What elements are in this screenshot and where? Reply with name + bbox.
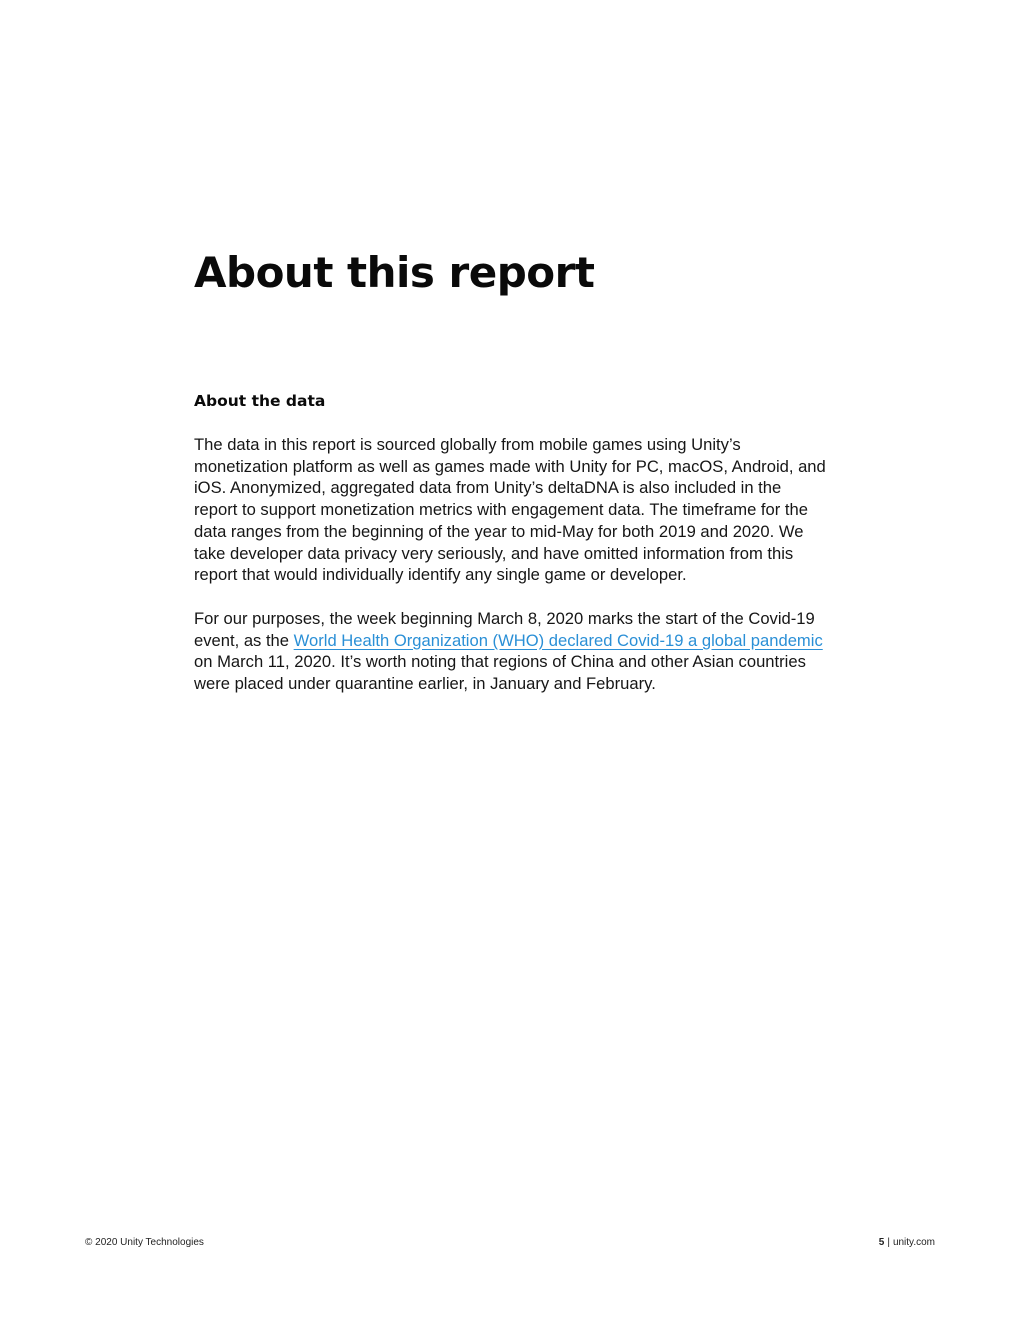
paragraph-text-after-link: on March 11, 2020. It’s worth noting that regions of China and other Asian countries were placed under quarantine earlier, in January and February. (194, 652, 806, 694)
footer-copyright: © 2020 Unity Technologies (85, 1237, 204, 1248)
footer-separator: | (887, 1237, 890, 1248)
footer-page-info (879, 1237, 935, 1248)
footer-site-link[interactable]: unity.com (892, 1237, 935, 1248)
paragraph-text-before-link: For our purposes, the week beginning March 8, 2020 marks the start of the Covid-19 event, as the (194, 608, 815, 650)
about-the-data-section (194, 390, 826, 717)
section-heading: About the data (194, 392, 326, 410)
who-pandemic-link[interactable]: World Health Organization (WHO) declared Covid-19 a global pandemic (293, 630, 823, 650)
paragraph-covid-event (194, 608, 826, 695)
page-title: About this report (194, 248, 595, 297)
paragraph-data-source: The data in this report is sourced globally from mobile games using Unity’s monetization platform as well as games made with Unity for PC, macOS, Android, and iOS. Anonymized, aggregated data from Unity’s deltaDNA is also included in the report to support monetization metrics with engagement data. The timeframe for the data ranges from the beginning of the year to mid-May for both 2019 and 2020. We take developer data privacy very seriously, and have omitted information from this report that would individually identify any single game or developer. (194, 435, 826, 585)
page-number: 5 (878, 1237, 885, 1248)
